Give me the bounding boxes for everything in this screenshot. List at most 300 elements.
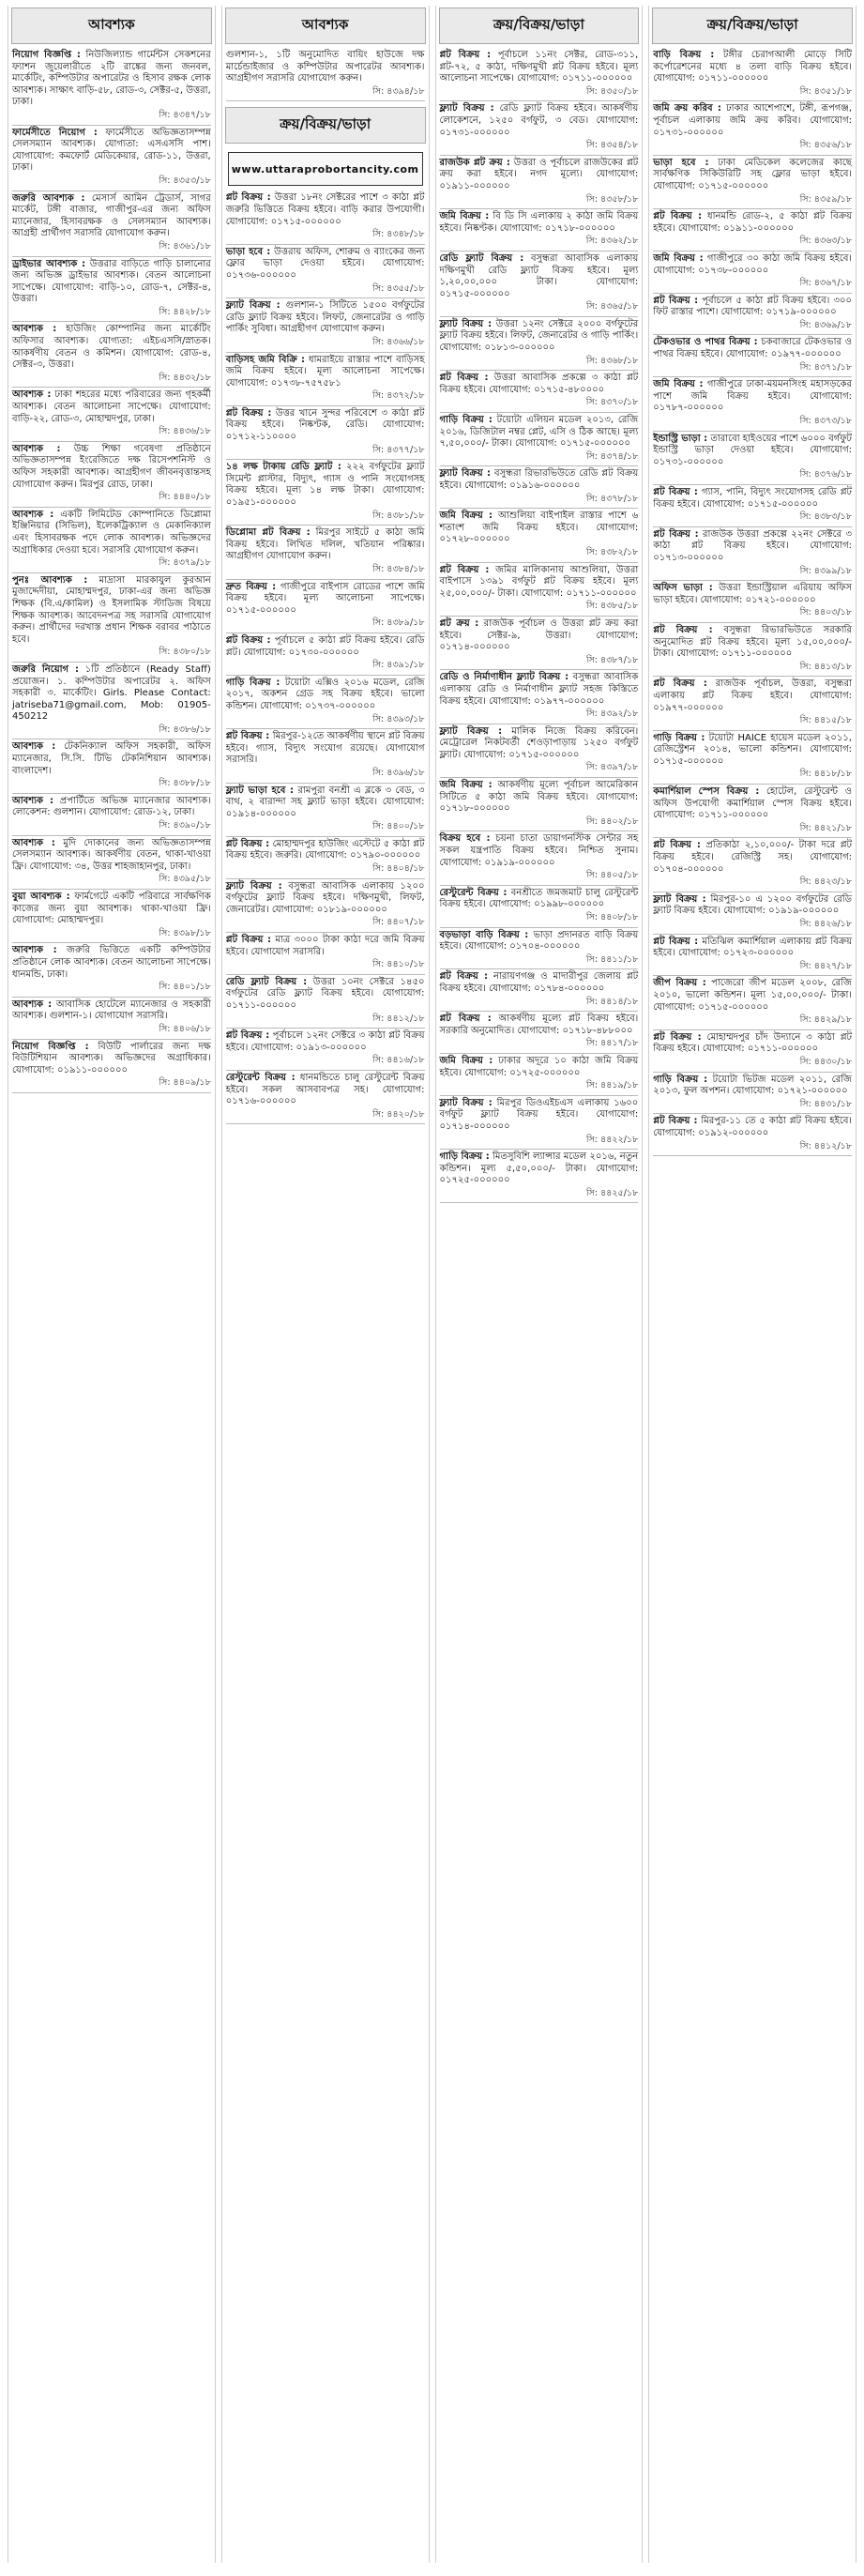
classified-ad <box>436 724 643 778</box>
ad-reference-number: সি: ৪৩৫৮/১৮ <box>440 194 639 210</box>
ad-reference-number: সি: ৪৪০৭/১৮ <box>226 917 425 933</box>
ad-keyword: জমি বিক্রয় : <box>439 511 493 522</box>
ad-reference-number: সি: ৪৪১৭/১৮ <box>440 1038 639 1054</box>
classified-ad <box>436 1096 643 1150</box>
classified-ad <box>649 677 856 730</box>
classified-ad <box>222 879 429 933</box>
ad-reference-number: সি: ৪৪৩১/১৮ <box>653 1099 852 1115</box>
ad-keyword: প্লট বিক্রয় : <box>653 936 699 947</box>
ad-reference-number: সি: ৪৪১৩/১৮ <box>653 662 852 678</box>
ad-text: ধামরাইয়ে রাস্তার পাশে বাড়িসহ জমি বিক্রয় হইবে। মূল্য আলোচনা সাপেক্ষে। যোগাযোগ: ০১৭৩৮-৭৫৭৫৮১ <box>225 354 425 389</box>
ad-keyword: ফ্ল্যাট বিক্রয় : <box>653 893 706 905</box>
ad-text: হাউজিং কোম্পানির জন্য মার্কেটিং অফিসার আবশ্যক। যোগ্যতা: এইচএসসি/স্নাতক। আকর্ষণীয় বেতন ও কমিশন। যোগাযোগ: রোড-৪, সেক্টর-৩, উত্তরা। <box>12 324 211 371</box>
ad-reference-number: সি: ৪৩৭২/১৮ <box>226 390 425 406</box>
ad-text: ১টি প্রতিষ্ঠানে (Ready Staff) প্রয়োজন। ১. কম্পিউটার অপারেটর ২. অফিস সহকারী ৩. মার্কেটিং। Girls. Please Contact: jatrisebа71@gmail.com, Mob: 01905-450212 <box>12 663 211 723</box>
column-heading: ক্রয়/বিক্রয়/ভাড়া <box>439 8 640 44</box>
ad-keyword: ফ্ল্যাট বিক্রয় : <box>225 880 282 892</box>
classified-ad <box>649 1030 856 1073</box>
ad-text: ঢাকা শহরের মধ্যে পরিবারের জন্য গৃহকর্মী আবশ্যক। বেতন আলোচনা সাপেক্ষে। যোগাযোগ: বাড়ি-২২, রোড-৩, মোহাম্মদপুর, ঢাকা। <box>12 389 211 424</box>
ad-text: মোহাম্মদপুর চাঁদ উদ্যানে ৩ কাঠা প্লট বিক্রয় হইবে। যোগাযোগ: ০১৭১১-০০০০০০ <box>653 1031 852 1055</box>
ad-keyword: প্লট বিক্রয় : <box>653 840 701 851</box>
classified-ad <box>649 101 856 155</box>
ad-keyword: গাড়ি বিক্রয় : <box>225 677 280 688</box>
classified-ad <box>436 413 643 466</box>
ad-keyword: ভাড়া হবে : <box>225 246 271 257</box>
classified-ad <box>649 1114 856 1156</box>
classified-ad <box>8 257 215 323</box>
ad-reference-number: সি: ৪৩৯২/১৮ <box>440 709 639 724</box>
ad-keyword: প্লট বিক্রয় : <box>653 211 702 222</box>
ad-keyword: বিক্রয় হবে : <box>439 833 491 845</box>
ad-keyword: প্লট বিক্রয় : <box>653 1116 698 1127</box>
column-4 <box>648 6 856 2563</box>
ad-text: ঢাকার আশেপাশে, টঙ্গী, রূপগঞ্জ, পূর্বাচল এলাকায় জমি ক্রয় করিব। যোগাযোগ: ০১৭৩১-০০০০০০ <box>653 103 853 138</box>
ad-reference-number: সি: ৪৩৭৬/১৮ <box>653 469 852 485</box>
ad-keyword: রেস্টুরেন্ট বিক্রয় : <box>225 1072 296 1083</box>
column-heading: আবশ্যক <box>11 8 212 44</box>
ad-reference-number: সি: ৪৪০০/১৮ <box>226 821 425 837</box>
ad-keyword: ফ্ল্যাট ভাড়া হবে : <box>225 785 294 796</box>
classified-ad <box>649 527 856 581</box>
ad-text: মিতসুবিশি ল্যান্সার মডেল ২০১৬, নতুন কন্ডিশন। মূল্য ৫,৫০,০০০/- টাকা। যোগাযোগ: ০১৭২৫-০০০০০০ <box>439 1151 639 1186</box>
ad-text: গুলশান-১, ১টি অনুমোদিত বায়িং হাউজে দক্ষ মার্চেন্ডাইজার ও কম্পিউটার অপারেটর আবশ্যক। আগ্রহীগণ সরাসরি যোগাযোগ করুন। <box>225 50 425 84</box>
ad-reference-number: সি: ৪৩৬৫/১৮ <box>440 301 639 317</box>
ad-text: মিরপুর-১০ এ ১২০০ বর্গফুটের রেডি ফ্ল্যাট বিক্রয় হইবে। যোগাযোগ: ০১৯১৯-০০০০০০ <box>653 893 852 917</box>
ad-text: বসুন্ধরা আবাসিক এলাকায় দক্ষিণমুখী রেডি ফ্ল্যাট বিক্রয় হইবে। মূল্য ১,২০,০০,০০০ টাকা। যোগাযোগ: ০১৭১৫-০০০০০০ <box>439 252 639 299</box>
ad-reference-number: সি: ৪৩৫১/১৮ <box>653 86 852 102</box>
classified-ad <box>222 837 429 879</box>
ad-text: ফার্মেসীতে অভিজ্ঞতাসম্পন্ন সেলসম্যান আবশ্যক। যোগ্যতা: এসএসসি পাশ। যোগাযোগ: কমফোর্ট মেডিকেয়ার, রোড-১১, উত্তরা, ঢাকা। <box>12 127 211 174</box>
ad-text: পূর্বাচলে ১১নং সেক্টর, রোড-৩১১, প্লট-৭২, ৫ কাঠা, দক্ষিণমুখী প্লট বিক্রয় হইবে। মূল্য আলোচনা সাপেক্ষে। যোগাযোগ: ০১৭১১-০০০০০০ <box>439 50 639 84</box>
ad-text: প্রপার্টিতে অভিজ্ঞ ম্যানেজার আবশ্যক। লোকেশন: গুলশান। যোগাযোগ: রোড-১২, ঢাকা। <box>12 795 211 818</box>
ad-text: উত্তরা ও পূর্বাচলে রাজউকের প্লট ক্রয় করা হইবে। নগদ মূল্যে। যোগাযোগ: ০১৯১১-০০০০০০ <box>439 157 639 191</box>
ad-keyword: আবশ্যক : <box>12 837 55 848</box>
ad-keyword: ভাড়া হবে : <box>653 157 709 168</box>
ad-reference-number: সি: ৪৪১৫/১৮ <box>653 715 852 731</box>
classified-ad <box>649 485 856 527</box>
ad-keyword: ফ্ল্যাট বিক্রয় : <box>439 468 491 480</box>
classified-ad <box>649 581 856 623</box>
ad-reference-number: সি: ৪৪১২/১৮ <box>226 1014 425 1029</box>
ad-keyword: ডিপ্লোমা প্লট বিক্রয় : <box>225 527 311 539</box>
ad-keyword: গাড়ি বিক্রয় : <box>439 415 493 426</box>
ad-text: আশুলিয়া বাইপাইল রাস্তার পাশে ৬ শতাংশ জমি বিক্রয় হইবে। যোগাযোগ: ০১৭২৮-০০০০০০ <box>439 511 639 545</box>
classified-ad <box>649 976 856 1029</box>
ad-keyword: প্লট বিক্রয় : <box>225 935 272 946</box>
ad-reference-number: সি: ৪৪১৯/১৮ <box>440 1080 639 1096</box>
ad-text: মতিঝিল কমার্শিয়াল এলাকায় প্লট বিক্রয় হইবে। যোগাযোগ: ০১৭২৩-০০০০০০ <box>653 936 852 959</box>
classified-ad <box>436 1150 643 1203</box>
ad-keyword: কমার্শিয়াল স্পেস বিক্রয় : <box>653 786 760 798</box>
ad-reference-number: সি: ৪৩৮৮/১৮ <box>12 778 211 794</box>
classified-ad <box>8 508 215 573</box>
classified-ad <box>8 663 215 740</box>
ad-text: টয়োটা এক্সিও ২০১৬ মডেল, রেজি ২০১৭, অকশন গ্রেড সহ বিক্রয় হইবে। ভালো কন্ডিশন। যোগাযোগ: ০১৭৩৭-০০০০০০ <box>225 677 425 711</box>
ad-keyword: আবশ্যক : <box>12 795 54 806</box>
ad-keyword: জীপ বিক্রয় : <box>653 978 706 989</box>
ad-keyword: নিয়োগ বিজ্ঞপ্তি : <box>12 1041 89 1052</box>
ad-keyword: জরুরি নিয়োগ : <box>12 663 80 675</box>
ad-text: মিরপুর সাইটে ৫ কাঠা জমি বিক্রয় হইবে। লিখিত দলিল, খতিয়ান পরিষ্কার। আগ্রহীগণ যোগাযোগ করুন। <box>225 527 425 562</box>
classified-ad <box>649 209 856 252</box>
classified-ad <box>436 886 643 928</box>
classified-ad <box>436 317 643 371</box>
classified-ad <box>222 1071 429 1124</box>
ad-text: গ্যাস, পানি, বিদ্যুৎ সংযোগসহ রেডি প্লট বিক্রয় হইবে। যোগাযোগ: ০১৭১৫-০০০০০০ <box>653 487 852 510</box>
ad-keyword: প্লট বিক্রয় : <box>653 678 707 690</box>
classified-ad <box>436 156 643 209</box>
ad-keyword: আবশ্যক : <box>12 389 52 401</box>
ad-list <box>649 48 856 1156</box>
ad-keyword: বাড়ি বিক্রয় : <box>653 50 715 60</box>
ad-keyword: জমি বিক্রয় : <box>439 211 490 222</box>
ad-keyword: আবশ্যক : <box>12 324 57 335</box>
ad-text: টয়োটা এলিয়ন মডেল ২০১৩, রেজি ২০১৬, ডিজিটাল নম্বর প্লেট, এসি ও ঠিক আছে। মূল্য ৭,৫০,০০০/- টাকা। যোগাযোগ: ০১৭১৫-০০০০০০ <box>439 415 639 450</box>
ad-reference-number: সি: ৪৪০৩/১৮ <box>653 607 852 623</box>
ad-keyword: জমি বিক্রয় : <box>653 379 704 390</box>
ad-text: ঢাকা মেডিকেল কলেজের কাছে সার্বক্ষণিক সিকিউরিটি সহ ফ্লোর ভাড়া হইবে। যোগাযোগ: ০১৭১৫-০০০০০০ <box>653 157 852 191</box>
ad-keyword: ড্রাইভার আবশ্যক : <box>12 258 86 269</box>
ad-reference-number: সি: ৪৩৪৮/১৮ <box>226 229 425 245</box>
ad-reference-number: সি: ৪৪০৫/১৮ <box>440 870 639 886</box>
ad-reference-number: সি: ৪৩৭৯/১৮ <box>12 557 211 573</box>
ad-text: মিরপুর ডিওএইচএস এলাকায় ১৬০০ বর্গফুট ফ্ল্যাট বিক্রয় হইবে। যোগাযোগ: ০১৭১৪-০০০০০০ <box>439 1097 639 1132</box>
ad-reference-number: সি: ৪৩৮৬/১৮ <box>12 724 211 740</box>
classified-ad <box>8 573 215 663</box>
ad-reference-number: সি: ৪৩৬৩/১৮ <box>653 236 852 252</box>
ad-text: উত্তরা ১৮নং সেক্টরের পাশে ৩ কাঠা প্লট জরুরি ভিত্তিতে বিক্রয় হইবে। বাড়ি করার উপযোগী। যোগাযোগ: ০১৭১৫-০০০০০০ <box>225 192 425 227</box>
ad-reference-number: সি: ৪৩৫৬/১৮ <box>653 140 852 156</box>
ad-text: আকর্ষণীয় মূল্যে পূর্বাচল আমেরিকান সিটিতে ৫ কাঠা জমি বিক্রয় হইবে। যোগাযোগ: ০১৭১৮-০০০০০০ <box>439 780 639 815</box>
classified-ad <box>649 892 856 935</box>
ad-reference-number: সি: ৪৩৫৪/১৮ <box>440 140 639 156</box>
ad-keyword: প্লট ক্রয় : <box>439 617 479 629</box>
ad-keyword: প্লট বিক্রয় : <box>225 407 272 419</box>
ad-reference-number: সি: ৪৩৭৪/১৮ <box>440 451 639 467</box>
ad-keyword: প্লট বিক্রয় : <box>439 971 488 983</box>
classified-ad <box>8 794 215 836</box>
ad-reference-number: সি: ৪৩৬১/১৮ <box>12 241 211 257</box>
ad-text: ফার্মগেটে একটি পরিবারে সার্বক্ষণিক কাজের জন্য বুয়া আবশ্যক। থাকা-খাওয়া ফ্রি। যোগাযোগ: মোহাম্মদপুর। <box>12 892 211 926</box>
ad-text: টঙ্গীর চেরাগআলী মোড়ে সিটি কর্পোরেশনের মধ্যে ৪ তলা বাড়ি বিক্রয় হইবে। যোগাযোগ: ০১৭১১-০০০০০০ <box>653 50 853 84</box>
ad-reference-number: সি: ৪৩৮৯/১৮ <box>226 617 425 633</box>
ad-reference-number: সি: ৪৩৭৮/১৮ <box>440 494 639 510</box>
ad-reference-number: সি: ৪৩৯৫/১৮ <box>12 874 211 890</box>
ad-keyword: বড়ভাড়া বাড়ি বিক্রয় : <box>439 929 529 940</box>
ad-reference-number: সি: ৪৩৯৬/১৮ <box>226 768 425 784</box>
ad-keyword: প্লট বিক্রয় : <box>653 624 713 635</box>
ad-reference-number: সি: ৪৩৫৯/১৮ <box>653 194 852 210</box>
ad-keyword: ফ্ল্যাট বিক্রয় : <box>225 300 280 312</box>
ad-reference-number: সি: ৪৩৬২/১৮ <box>440 236 639 252</box>
classified-ad <box>649 252 856 294</box>
ad-text: মুদি দোকানের জন্য অভিজ্ঞতাসম্পন্ন সেলসম্যান আবশ্যক। আকর্ষণীয় বেতন, থাকা-খাওয়া ফ্রি। যোগাযোগ: ৩৪, উত্তর শাহজাহানপুর, ঢাকা। <box>12 837 211 872</box>
ad-keyword: আবশ্যক : <box>12 945 57 956</box>
ad-reference-number: সি: ৪৩৭১/১৮ <box>653 362 852 378</box>
column-heading: আবশ্যক <box>225 8 426 44</box>
classified-ad <box>436 48 643 101</box>
classified-ad <box>8 1040 215 1093</box>
ad-keyword: আবশ্যক : <box>12 443 61 454</box>
ad-text: মিরপুর-১১ তে ৫ কাঠা প্লট বিক্রয় হইবে। যোগাযোগ: ০১৯১২-০০০০০০ <box>653 1116 853 1138</box>
ad-text: মোহাম্মদপুর হাউজিং এস্টেটে ৫ কাঠা প্লট বিক্রয় হইবে। জরুরি। যোগাযোগ: ০১৭৯০-০০০০০০ <box>225 838 425 861</box>
ad-reference-number: সি: ৪৩৮০/১৮ <box>12 647 211 663</box>
ad-reference-number: সি: ৪৪১৮/১৮ <box>653 769 852 785</box>
ad-keyword: জরুরি আবশ্যক : <box>12 192 85 204</box>
classified-ad <box>222 729 429 783</box>
ad-reference-number: সি: ৪৪১৬/১৮ <box>226 1055 425 1071</box>
ad-text: পূর্বাচলে ৫ কাঠা প্লট বিক্রয় হইবে। ৩০০ ফিট রাস্তার পাশে। যোগাযোগ: ০১৭১৯-০০০০০০ <box>653 295 852 318</box>
ad-keyword: প্লট বিক্রয় : <box>225 731 270 742</box>
classified-ad <box>436 928 643 970</box>
ad-keyword: আবশ্যক : <box>12 509 54 520</box>
ad-list <box>436 48 643 1203</box>
classified-ad <box>436 563 643 617</box>
ad-keyword: প্লট বিক্রয় : <box>225 192 271 204</box>
classified-ad <box>649 935 856 977</box>
ad-text: উত্তরায় অফিস, শোরুম ও ব্যাংকের জন্য ফ্লোর ভাড়া দেওয়া হইবে। যোগাযোগ: ০১৭৩৬-০০০০০০ <box>225 246 425 281</box>
ad-text: বসুন্ধরা আবাসিক এলাকায় ১২০০ বর্গফুটের ফ্ল্যাট বিক্রয় হইবে। দক্ষিণমুখী, লিফট, জেনারেটর। যোগাযোগ: ০১৮১৯-০০০০০০ <box>225 880 425 915</box>
ad-text: উচ্চ শিক্ষা গবেষণা প্রতিষ্ঠানে অভিজ্ঞতাসম্পন্ন ইংরেজিতে দক্ষ রিসেপশনিস্ট ও অফিস সহকারী আবশ্যক। আগ্রহীগণ জীবনবৃত্তান্তসহ যোগাযোগ করুন। মিরপুর রোড, ঢাকা। <box>12 443 211 490</box>
ad-keyword: ফ্ল্যাট বিক্রয় : <box>439 103 494 114</box>
classified-ad <box>436 466 643 509</box>
classified-ad <box>649 785 856 838</box>
classified-ad <box>222 406 429 460</box>
ad-keyword: রেডি ও নির্মাণাধীন ফ্ল্যাট বিক্রয় : <box>439 672 569 683</box>
ad-reference-number: সি: ৪৪৩০/১৮ <box>653 1057 852 1073</box>
ad-reference-number: সি: ৪৪২৩/১৮ <box>653 876 852 892</box>
ad-keyword: প্লট বিক্রয় : <box>653 487 698 497</box>
classified-ad <box>8 836 215 890</box>
ad-keyword: গাড়ি বিক্রয় : <box>653 732 705 743</box>
ad-reference-number: সি: ৪৩৬৭/১৮ <box>653 278 852 294</box>
ad-keyword: প্লট বিক্রয় : <box>225 634 271 646</box>
ad-keyword: বুয়া আবশ্যক : <box>12 892 70 902</box>
column-heading: ক্রয়/বিক্রয়/ভাড়া <box>652 8 853 44</box>
classified-ad <box>649 156 856 209</box>
ad-text: টেকনিক্যাল অফিস সহকারী, অফিস ম্যানেজার, সি.সি. টিভি টেকনিশিয়ান আবশ্যক। বাংলাদেশ। <box>12 741 211 776</box>
ad-keyword: নিয়োগ বিজ্ঞপ্তি : <box>12 50 81 60</box>
classified-ad <box>649 731 856 785</box>
website-banner: www.uttaraprobortancity.com <box>228 152 423 186</box>
ad-keyword: প্লট বিক্রয় : <box>653 295 699 306</box>
ad-text: বসুন্ধরা আবাসিক এলাকায় রেডি ও নির্মাণাধীন ফ্ল্যাট সহজ কিস্তিতে বিক্রয় হইবে। যোগাযোগ: ০১৯৭৭-০০০০০০ <box>439 672 639 707</box>
ad-text: একটি লিমিটেড কোম্পানিতে ডিপ্লোমা ইঞ্জিনিয়ার (সিভিল), ইলেকট্রিক্যাল ও মেকানিক্যাল এবং হিসাবরক্ষক পদে লোক আবশ্যক। অভিজ্ঞদের অগ্রাধিকার দেওয়া হবে। সরাসরি যোগাযোগ করুন। <box>12 509 211 556</box>
ad-text: ঢাকার অদূরে ১০ কাঠা জমি বিক্রয় হইবে। যোগাযোগ: ০১৭২৫-০০০০০০ <box>439 1055 639 1078</box>
ad-reference-number: সি: ৪৪২৮/১৮ <box>12 307 211 323</box>
ad-reference-number: সি: ৪৩৯৯/১৮ <box>653 566 852 582</box>
ad-text: বি ডি সি এলাকায় ২ কাঠা জমি বিক্রয় হইবে। নিষ্কণ্টক। যোগাযোগ: ০১৭১৮-০০০০০০ <box>439 211 639 234</box>
ad-text: আকর্ষণীয় মূল্যে প্লট বিক্রয় হইবে। সরকারি অনুমোদিত। যোগাযোগ: ০১৭১৮-৪৮৮০০০ <box>439 1014 639 1036</box>
ad-reference-number: সি: ৪৪০৪/১৮ <box>226 863 425 879</box>
ad-text: মাদ্রাসা মারকাযুল কুরআন মুজাদ্দেদীয়া, মোহাম্মদপুর, ঢাকা-এর জন্য অভিজ্ঞ শিক্ষক (বি.এ/কামিল) ও ইসলামিক স্টাডিজ বিষয়ে শিক্ষক আবশ্যক। আবেদনপত্র সহ সরাসরি যোগাযোগ করুন। প্রার্থীদের দরখাস্ত প্রধান শিক্ষক বরাবর পাঠাতে হবে। <box>12 574 211 645</box>
column-3 <box>435 6 644 2563</box>
ad-list <box>222 191 429 1124</box>
classified-ad <box>436 969 643 1012</box>
ad-keyword: আবশ্যক : <box>12 741 56 753</box>
ad-text: হোটেল, রেস্টুরেন্ট ও অফিস উপযোগী কমার্শিয়াল স্পেস বিক্রয় হইবে। যোগাযোগ: ০১৭১১-০০০০০০ <box>653 786 853 821</box>
classified-ad <box>8 890 215 943</box>
ad-text: রামপুরা বনশ্রী এ ব্লকে ৩ বেড, ৩ বাথ, ২ বারান্দা সহ ফ্ল্যাট ভাড়া হইবে। যোগাযোগ: ০১৯১৪-০০০০০০ <box>225 785 425 819</box>
ad-keyword: প্লট বিক্রয় : <box>439 50 492 60</box>
ad-keyword: প্লট বিক্রয় : <box>225 1030 270 1042</box>
classified-ad <box>222 784 429 837</box>
ad-reference-number: সি: ৪৩৪৭/১৮ <box>12 110 211 126</box>
ad-text: উত্তরা আবাসিক প্রকল্পে ৩ কাঠা প্লট বিক্রয় হইবে। যোগাযোগ: ০১৭১৫-৪৮০০০০ <box>439 373 639 395</box>
classified-ad <box>222 298 429 352</box>
ad-reference-number: সি: ৪৪২০/১৮ <box>226 1109 425 1125</box>
ad-reference-number: সি: ৪৪৩৬/১৮ <box>12 426 211 442</box>
classified-ad <box>8 388 215 441</box>
classified-ad <box>649 1073 856 1115</box>
classified-ad <box>8 739 215 793</box>
ad-reference-number: সি: ৪৪২১/১৮ <box>653 823 852 839</box>
ad-keyword: ফ্ল্যাট বিক্রয় : <box>439 1097 493 1108</box>
ad-reference-number: সি: ৪৪০৯/১৮ <box>12 1077 211 1093</box>
classified-ad <box>8 442 215 508</box>
ad-keyword: ১৪ লক্ষ টাকায় রেডি ফ্ল্যাট : <box>225 462 341 473</box>
ad-reference-number: সি: ৪৪০৮/১৮ <box>440 912 639 928</box>
ad-reference-number: সি: ৪৩৫৫/১৮ <box>226 283 425 299</box>
ad-text: গুলশান-১ সিটিতে ১৫০০ বর্গফুটের রেডি ফ্ল্যাট বিক্রয় হইবে। লিফট, জেনারেটর ও গাড়ি পার্কিং সুবিধা। আগ্রহীগণ যোগাযোগ করুন। <box>225 300 425 335</box>
ad-text: টয়োটা ভিটজ মডেল ২০১১, রেজি ২০১৩, ফুল অপশন। যোগাযোগ: ০১৭২১-০০০০০০ <box>653 1074 852 1097</box>
ad-text: মাত্র ৩০০০ টাকা কাঠা দরে জমি বিক্রয় হইবে। যোগাযোগ সরাসরি। <box>225 935 425 957</box>
ad-list <box>222 48 429 101</box>
classified-ad <box>436 209 643 252</box>
ad-reference-number: সি: ৪৪১০/১৮ <box>226 959 425 975</box>
ad-reference-number: সি: ৪৪১১/১৮ <box>440 954 639 970</box>
classified-ad <box>222 460 429 526</box>
ad-reference-number: সি: ৪৩৯১/১৮ <box>226 660 425 676</box>
ad-keyword: জমি বিক্রয় : <box>439 1055 493 1066</box>
ad-text: বসুন্ধরা রিভারভিউতে সরকারি অনুমোদিত প্লট বিক্রয় হইবে। মূল্য ১৫,০০,০০০/- টাকা। যোগাযোগ: ০১৭১১-০০০০০০ <box>653 624 852 660</box>
ad-text: তারাবো হাইওয়ের পাশে ৬০০০ বর্গফুট ইন্ডাস্ট্রি ভাড়া দেওয়া হইবে। যোগাযোগ: ০১৭৩১-০০০০০০ <box>653 433 852 467</box>
ad-reference-number: সি: ৪৪২৯/১৮ <box>653 1014 852 1030</box>
classified-ad <box>8 322 215 388</box>
ad-text: চয়না চাতা ডায়াগনস্টিক সেন্টার সহ সকল যন্ত্রপাতি বিক্রয় হইবে। নিশ্চিত সুনাম। যোগাযোগ: ০১৯১৯-০০০০০০ <box>439 833 639 868</box>
ad-text: জরুরি ভিত্তিতে একটি কম্পিউটার প্রতিষ্ঠানে লোক আবশ্যক। বেতন আলোচনা সাপেক্ষে। ধানমন্ডি, ঢাকা। <box>12 945 211 980</box>
ad-reference-number: সি: ৪৩৮১/১৮ <box>226 511 425 526</box>
ad-text: বনশ্রীতে জমজমাট চালু রেস্টুরেন্ট বিক্রয় হইবে। যোগাযোগ: ০১৯৯৮-০০০০০০ <box>439 887 639 910</box>
ad-text: গাজীপুরে ৩০ কাঠা জমি বিক্রয় হইবে। যোগাযোগ: ০১৭৩৮-০০০০০০ <box>653 252 852 276</box>
ad-keyword: আবশ্যক : <box>12 998 53 1010</box>
classified-ad <box>222 48 429 101</box>
classified-ad <box>649 838 856 892</box>
classified-ad <box>649 335 856 377</box>
ad-keyword: রেডি ফ্ল্যাট বিক্রয় : <box>439 252 524 264</box>
ad-keyword: ফ্ল্যাট বিক্রয় : <box>439 318 493 329</box>
classified-ad <box>222 933 429 975</box>
ad-keyword: ইন্ডাস্ট্রি ভাড়া : <box>653 433 708 444</box>
classified-ad <box>649 432 856 485</box>
classified-ad <box>222 633 429 676</box>
ad-reference-number: সি: ৪৪০৬/১৮ <box>12 1024 211 1040</box>
ad-reference-number: সি: ৪৪০১/১৮ <box>12 982 211 998</box>
classified-ad <box>436 670 643 724</box>
ad-text: রাজউক উত্তরা প্রকল্পে ২২নং সেক্টরে ৩ কাঠা প্লট বিক্রয় হইবে। যোগাযোগ: ০১৭১৩-০০০০০০ <box>653 528 852 563</box>
ad-reference-number: সি: ৪৩৯০/১৮ <box>12 820 211 836</box>
ad-text: মালিক নিজে বিক্রয় করিবেন। মেট্রোরেল নিকটবর্তী শেওড়াপাড়ায় ১২৫০ বর্গফুট ফ্ল্যাট। যোগাযোগ: ০১৭১৫-০০০০০০ <box>439 725 639 760</box>
ad-keyword: ফার্মেসীতে নিয়োগ : <box>12 127 98 138</box>
ad-text: গাজীপুরে ঢাকা-ময়মনসিংহ মহাসড়কের পাশে জমি বিক্রয় হইবে। যোগাযোগ: ০১৭৮৭-০০০০০০ <box>653 379 852 414</box>
ad-text: রেডি ফ্ল্যাট বিক্রয় হইবে। আকর্ষণীয় লোকেশনে, ১২৫০ বর্গফুট, ৩ বেড। যোগাযোগ: ০১৭৩১-০০০০০০ <box>439 103 639 138</box>
classified-ad <box>436 778 643 831</box>
classifieds-page <box>8 6 856 2563</box>
classified-ad <box>222 526 429 579</box>
ad-text: রাজউক পূর্বাচল ও উত্তরা প্লট ক্রয় করা হইবে। সেক্টর-৯, উত্তরা। যোগাযোগ: ০১৭১৪-০০০০০০ <box>439 617 639 653</box>
ad-keyword: জমি ক্রয় করিব : <box>653 103 721 114</box>
classified-ad <box>8 48 215 126</box>
ad-reference-number: সি: ৪৩৬৯/১৮ <box>653 320 852 336</box>
ad-reference-number: সি: ৪৩৯৮/১৮ <box>12 928 211 944</box>
ad-keyword: বাড়িসহ জমি বিক্রি : <box>225 354 305 365</box>
classified-ad <box>436 1054 643 1096</box>
ad-text: ২২২ বর্গফুটের ফ্ল্যাট সিমেন্ট প্লাস্টার, বিদ্যুৎ, গ্যাস ও পানি সংযোগসহ বিক্রয় হইবে। মূল্য ১৪ লক্ষ টাকা। যোগাযোগ: ০১৯৫১-০০০০০০ <box>225 462 425 509</box>
ad-keyword: রেডি ফ্ল্যাট বিক্রয় : <box>225 976 308 987</box>
ad-reference-number: সি: ৪৩৯৭/১৮ <box>440 762 639 778</box>
ad-text: ধানমন্ডিতে চালু রেস্টুরেন্ট বিক্রয় হইবে। সকল আসবাবপত্র সহ। যোগাযোগ: ০১৭১৬-০০০০০০ <box>225 1072 425 1107</box>
classified-ad <box>436 371 643 413</box>
ad-keyword: প্লট বিক্রয় : <box>439 373 489 384</box>
ad-reference-number: সি: ৪৩৬৮/১৮ <box>440 356 639 372</box>
ad-keyword: প্লট বিক্রয় : <box>439 1014 492 1025</box>
ad-keyword: গাড়ি বিক্রয় : <box>653 1074 708 1085</box>
classified-ad <box>436 252 643 317</box>
ad-text: ভাড়া প্রদানরত বাড়ি বিক্রয় হইবে। যোগাযোগ: ০১৭০৪-০০০০০০ <box>439 929 639 953</box>
ad-keyword: গাড়ি বিক্রয় : <box>439 1151 490 1163</box>
ad-reference-number: সি: ৪৩৫০/১৮ <box>440 86 639 102</box>
ad-reference-number: সি: ৪৪২২/১৮ <box>440 1135 639 1151</box>
ad-reference-number: সি: ৪৩৯৩/১৮ <box>226 714 425 730</box>
ad-keyword: জমি বিক্রয় : <box>653 252 704 264</box>
classified-ad <box>8 191 215 257</box>
ad-reference-number: সি: ৪৪০২/১৮ <box>440 816 639 832</box>
classified-ad <box>222 975 429 1029</box>
classified-ad <box>222 1029 429 1071</box>
ad-text: মিরপুর-১২তে আকর্ষণীয় স্থানে প্লট বিক্রয় হইবে। গ্যাস, বিদ্যুৎ সংযোগ রয়েছে। যোগাযোগ সরাসরি। <box>225 731 425 766</box>
ad-keyword: রেস্টুরেন্ট বিক্রয় : <box>439 887 508 898</box>
ad-text: মেসার্স আমিন ট্রেডার্স, সাগর মার্কেট, টঙ্গী বাজার, গাজীপুর-এর জন্য অফিস ম্যানেজার, হিসাবরক্ষক ও সেলসম্যান আবশ্যক। আগ্রহী প্রার্থীগণ সরাসরি যোগাযোগ করুন। <box>12 192 211 239</box>
classified-ad <box>8 126 215 191</box>
ad-keyword: প্লট বিক্রয় : <box>225 838 270 849</box>
column-1 <box>8 6 216 2563</box>
ad-keyword: অফিস ভাড়া : <box>653 583 713 594</box>
ad-reference-number: সি: ৪৪৩২/১৮ <box>12 373 211 389</box>
classified-ad <box>436 831 643 885</box>
ad-text: নিউজিল্যান্ড গার্মেন্টস সেকশনের ফ্যাশন জুয়েলারীতে ২টি রাঙ্কের জন্য জনবল, মার্কেটিং, কম্পিউটার অপারেটর ও হিসাব রক্ষক লোক আবশ্যক। সাক্ষাৎ বাড়ি-৫৮, রোড-৩, সেক্টর-৫, উত্তরা, ঢাকা। <box>12 50 211 108</box>
classified-ad <box>649 623 856 677</box>
ad-text: প্রতিকাঠা ২,১০,০০০/- টাকা দরে প্লট বিক্রয় হইবে। রেজিস্ট্রি সহ। যোগাযোগ: ০১৭০৪-০০০০০০ <box>653 840 852 875</box>
ad-reference-number: সি: ৪৪১৪/১৮ <box>440 997 639 1013</box>
ad-text: পূর্বাচলে ১২নং সেক্টরে ৩ কাঠা প্লট বিক্রয় হইবে। যোগাযোগ: ০১৯১৩-০০০০০০ <box>225 1030 425 1053</box>
ad-text: উত্তর খানে সুন্দর পরিবেশে ৩ কাঠা প্লট বিক্রয় হইবে। নিষ্কণ্টক, রেডি। যোগাযোগ: ০১৭১২-১১০০০০ <box>225 407 425 443</box>
classified-ad <box>436 1012 643 1054</box>
classified-ad <box>222 353 429 406</box>
ad-keyword: প্লট বিক্রয় : <box>653 528 699 540</box>
ad-text: টয়োটা HAICE হায়েস মডেল ২০১১, রেজিস্ট্রেশন ২০১৪, ভালো কন্ডিশন। যোগাযোগ: ০১৭১৫-০০০০০০ <box>653 732 852 767</box>
ad-reference-number: সি: ৪৩৮৩/১৮ <box>653 511 852 527</box>
ad-reference-number: সি: ৪৪১২/১৮ <box>653 1141 852 1157</box>
ad-keyword: রাজউক প্লট ক্রয় : <box>439 157 510 168</box>
classified-ad <box>222 191 429 244</box>
ad-text: পূর্বাচলে ৫ কাঠা প্লট বিক্রয় হইবে। রেডি প্লট। যোগাযোগ: ০১৭৩০-০০০০০০ <box>225 634 425 658</box>
ad-text: আবাসিক হোটেলে ম্যানেজার ও সহকারী আবশ্যক। গুলশান-১। যোগাযোগ সরাসরি। <box>12 998 211 1022</box>
classified-ad <box>222 245 429 298</box>
ad-keyword: ফ্ল্যাট বিক্রয় : <box>439 725 503 737</box>
ad-reference-number: সি: ৪৩৮২/১৮ <box>440 547 639 563</box>
ad-text: উত্তরা ১২নং সেক্টরে ২০০০ বর্গফুটের ফ্ল্যাট বিক্রয় হইবে। লিফট, জেনারেটর ও গাড়ি পার্কিং। যোগাযোগ: ০১৮১৩-০০০০০০ <box>439 318 639 354</box>
classified-ad <box>649 377 856 431</box>
